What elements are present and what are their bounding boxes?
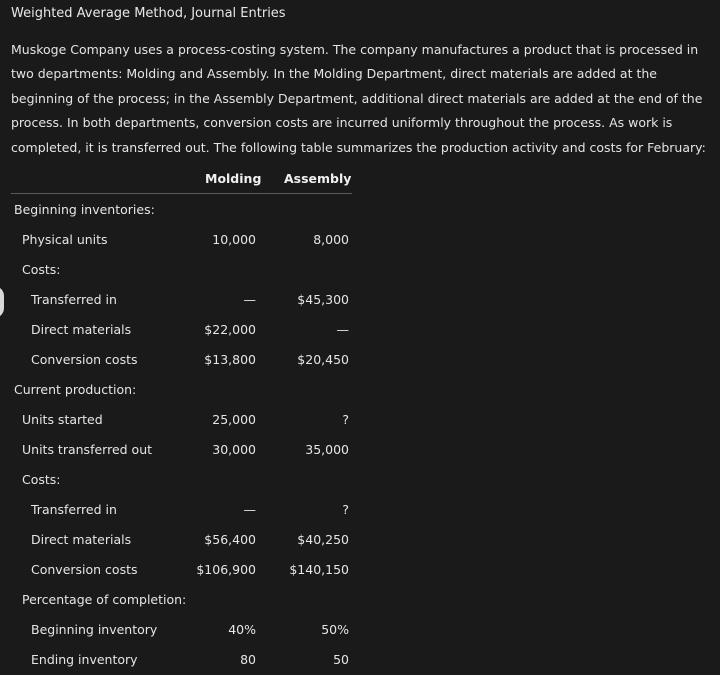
table-row xyxy=(0,232,360,252)
table-row xyxy=(0,262,360,282)
assembly-value: $45,300 xyxy=(297,292,349,307)
row-label: Beginning inventory xyxy=(31,622,158,637)
molding-value: 80 xyxy=(240,652,256,667)
assembly-value: $140,150 xyxy=(289,562,349,577)
table-row xyxy=(0,472,360,492)
row-label: Percentage of completion: xyxy=(22,592,187,607)
table-row xyxy=(0,322,360,342)
row-label: Direct materials xyxy=(31,322,132,337)
row-label: Costs: xyxy=(22,472,61,487)
assembly-value: 50% xyxy=(321,622,349,637)
assembly-value: 35,000 xyxy=(305,442,349,457)
molding-value: 25,000 xyxy=(212,412,256,427)
table-row xyxy=(0,592,360,612)
assembly-value: 8,000 xyxy=(313,232,349,247)
header-divider xyxy=(11,193,352,194)
table-row xyxy=(0,292,360,312)
column-header-assembly: Assembly xyxy=(284,171,352,186)
molding-value: 30,000 xyxy=(212,442,256,457)
row-label: Transferred in xyxy=(31,292,117,307)
molding-value: — xyxy=(243,292,256,307)
row-label: Ending inventory xyxy=(31,652,138,667)
table-row xyxy=(0,652,360,672)
table-row xyxy=(0,562,360,582)
table-row xyxy=(0,532,360,552)
table-row xyxy=(0,622,360,642)
row-label: Units transferred out xyxy=(22,442,153,457)
row-label: Direct materials xyxy=(31,532,132,547)
row-label: Transferred in xyxy=(31,502,117,517)
problem-text: Muskoge Company uses a process-costing system. The company manufactures a product that is processed in two departments: Molding and Assembly. In the Molding Department, direct materials are added at the beginning of the process; in the Assembly Department, additional direct materials are added at the end of the process. In both departments, conversion costs are incurred uniformly throughout the process. As work is completed, it is transferred out. The following table summarizes the production activity and costs for February: xyxy=(11,42,706,155)
molding-value: 40% xyxy=(228,622,256,637)
molding-value: $56,400 xyxy=(204,532,256,547)
row-label: Current production: xyxy=(14,382,137,397)
row-label: Conversion costs xyxy=(31,562,138,577)
table-row xyxy=(0,442,360,462)
table-row-beginning-inventories xyxy=(0,202,360,222)
column-header-molding: Molding xyxy=(205,171,262,186)
assembly-value: — xyxy=(336,322,349,337)
page-title: Weighted Average Method, Journal Entries xyxy=(11,6,286,21)
row-label: Units started xyxy=(22,412,103,427)
table-row xyxy=(0,352,360,372)
row-label: Physical units xyxy=(22,232,108,247)
table-row xyxy=(0,412,360,432)
assembly-value: ? xyxy=(342,412,349,427)
assembly-value: $20,450 xyxy=(297,352,349,367)
assembly-value: ? xyxy=(342,502,349,517)
row-label: Costs: xyxy=(22,262,61,277)
assembly-value: 50 xyxy=(333,652,349,667)
assembly-value: $40,250 xyxy=(297,532,349,547)
molding-value: $22,000 xyxy=(204,322,256,337)
row-label: Beginning inventories: xyxy=(14,202,155,217)
molding-value: $106,900 xyxy=(196,562,256,577)
table-row xyxy=(0,502,360,522)
molding-value: $13,800 xyxy=(204,352,256,367)
row-label: Conversion costs xyxy=(31,352,138,367)
molding-value: — xyxy=(243,502,256,517)
molding-value: 10,000 xyxy=(212,232,256,247)
table-row-current-production xyxy=(0,382,360,402)
